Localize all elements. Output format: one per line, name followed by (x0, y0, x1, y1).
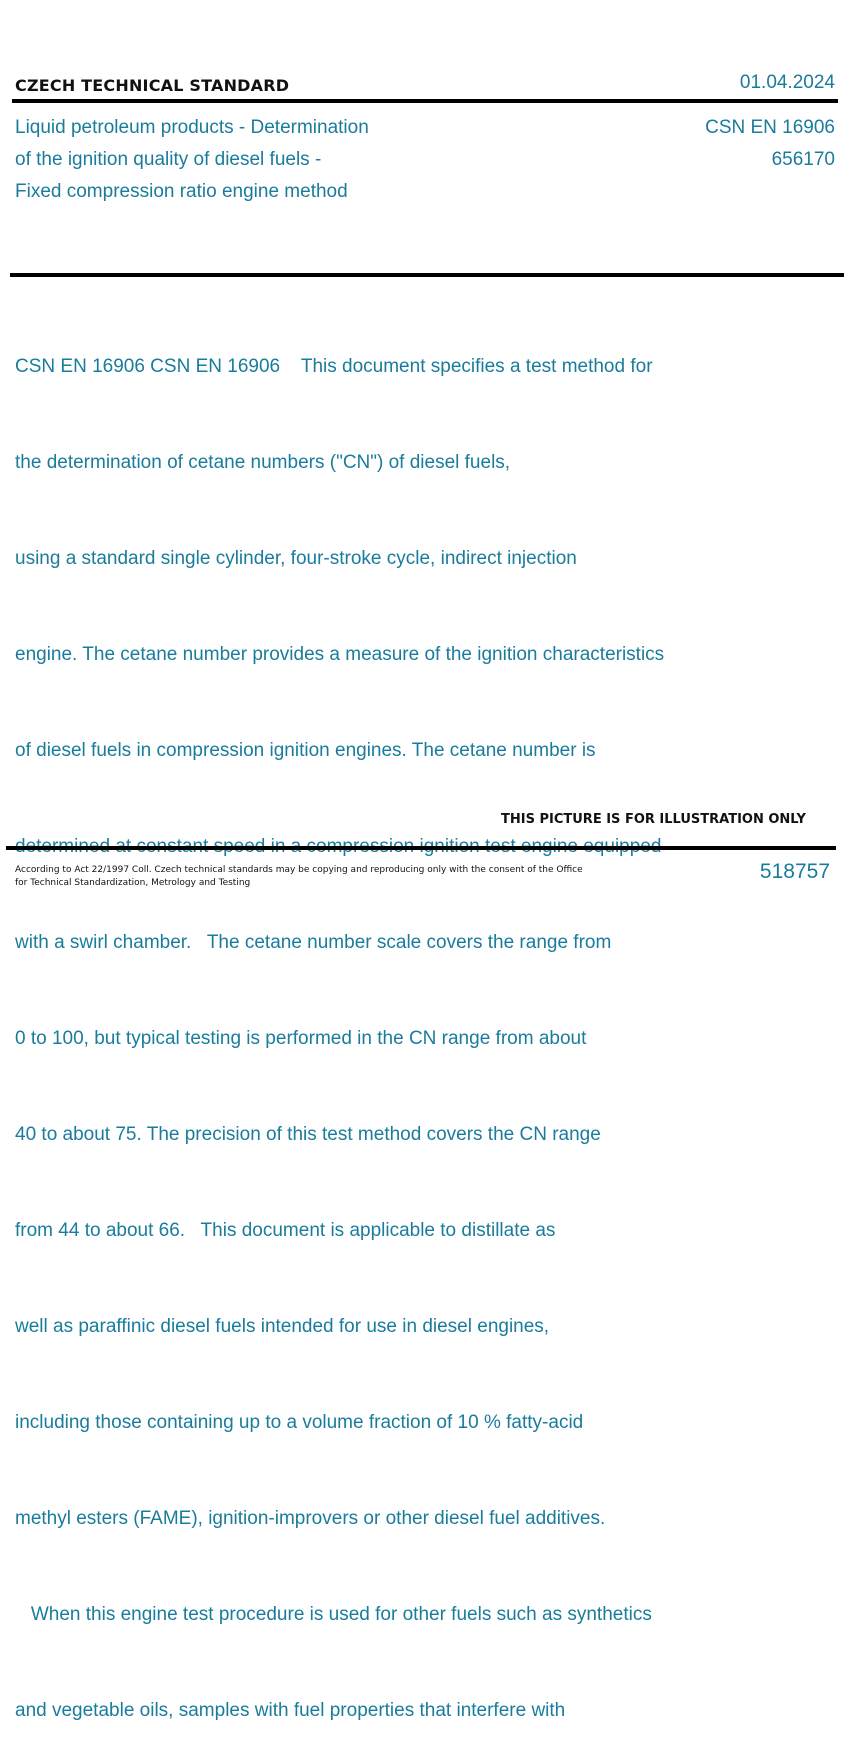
abstract-line: the determination of cetane numbers ("CN") of diesel fuels, (15, 452, 511, 473)
abstract-line: and vegetable oils, samples with fuel properties that interfere with (15, 1700, 566, 1721)
abstract-text (15, 287, 664, 1759)
standard-title-line: Liquid petroleum products - Determination (15, 117, 369, 138)
abstract-line: When this engine test procedure is used for other fuels such as synthetics (15, 1604, 652, 1625)
standard-title (15, 112, 369, 208)
abstract-line: including those containing up to a volume fraction of 10 % fatty-acid (15, 1412, 584, 1433)
document-header-title: CZECH TECHNICAL STANDARD (15, 76, 290, 95)
copyright-note-line: According to Act 22/1997 Coll. Czech technical standards may be copying and reproducing only with the consent of the Office (15, 865, 583, 875)
abstract-line: well as paraffinic diesel fuels intended for use in diesel engines, (15, 1316, 550, 1337)
copyright-note (15, 864, 583, 890)
abstract-line: with a swirl chamber. The cetane number scale covers the range from (15, 932, 612, 953)
abstract-line: methyl esters (FAME), ignition-improvers or other diesel fuel additives. (15, 1508, 606, 1529)
standard-title-line: Fixed compression ratio engine method (15, 181, 348, 202)
abstract-line: using a standard single cylinder, four-stroke cycle, indirect injection (15, 548, 577, 569)
standard-code: CSN EN 16906 (705, 117, 835, 138)
standard-title-line: of the ignition quality of diesel fuels - (15, 149, 322, 170)
abstract-line: from 44 to about 66. This document is applicable to distillate as (15, 1220, 556, 1241)
abstract-line: 40 to about 75. The precision of this test method covers the CN range (15, 1124, 601, 1145)
title-divider (10, 273, 844, 277)
class-number: 656170 (771, 149, 835, 170)
abstract-line: engine. The cetane number provides a measure of the ignition characteristics (15, 644, 665, 665)
document-id: 518757 (759, 860, 830, 883)
abstract-line: 0 to 100, but typical testing is performed in the CN range from about (15, 1028, 587, 1049)
copyright-note-line: for Technical Standardization, Metrology and Testing (15, 878, 251, 888)
footer-divider (6, 846, 836, 850)
abstract-line: of diesel fuels in compression ignition engines. The cetane number is (15, 740, 596, 761)
header-divider (12, 99, 838, 103)
standard-identifiers (705, 112, 835, 176)
publication-date: 01.04.2024 (739, 72, 835, 93)
abstract-line: CSN EN 16906 CSN EN 16906 This document specifies a test method for (15, 356, 653, 377)
illustration-disclaimer: THIS PICTURE IS FOR ILLUSTRATION ONLY (501, 812, 806, 827)
